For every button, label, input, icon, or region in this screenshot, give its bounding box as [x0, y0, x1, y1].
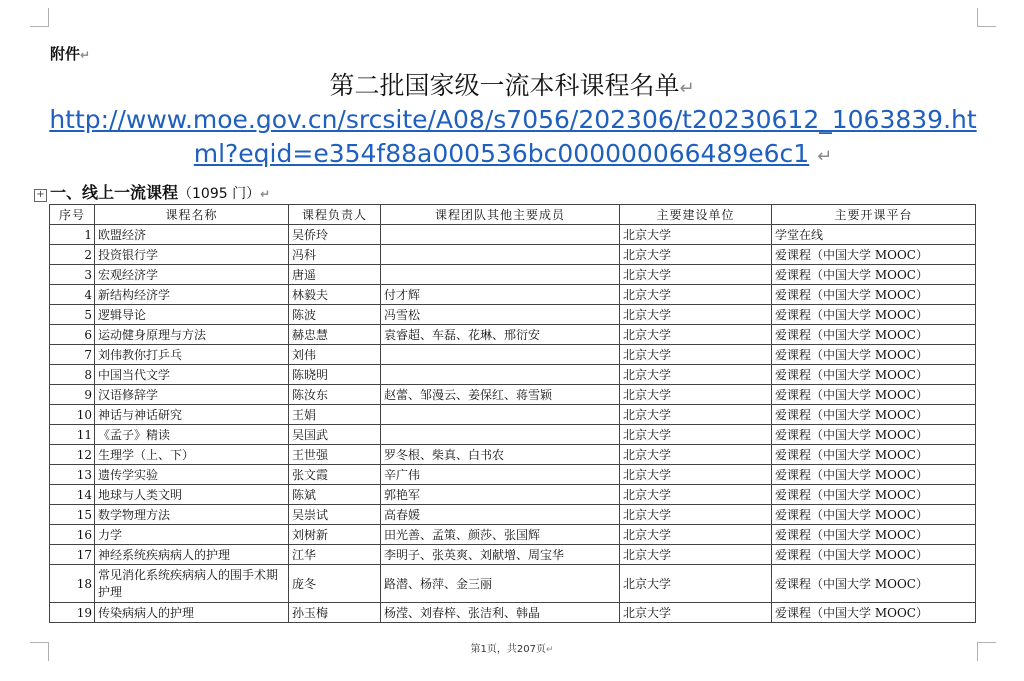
table-row: [50, 385, 976, 405]
cell-team: [381, 405, 620, 425]
table-row: [50, 525, 976, 545]
cell-course: 刘伟教你打乒乓: [95, 345, 289, 365]
cell-course: 力学: [95, 525, 289, 545]
cell-course: 新结构经济学: [95, 285, 289, 305]
cell-team: 田光善、孟策、颜莎、张国辉: [381, 525, 620, 545]
column-header: 课程团队其他主要成员: [381, 205, 620, 225]
cell-team: 郭艳军: [381, 485, 620, 505]
table-row: [50, 485, 976, 505]
cell-lead: 刘伟: [289, 345, 381, 365]
cell-platform: 爱课程（中国大学 MOOC）: [772, 603, 976, 623]
cell-platform: 爱课程（中国大学 MOOC）: [772, 385, 976, 405]
cell-lead: 吴国武: [289, 425, 381, 445]
cell-course: 遗传学实验: [95, 465, 289, 485]
cell-platform: 爱课程（中国大学 MOOC）: [772, 565, 976, 603]
cell-lead: 林毅夫: [289, 285, 381, 305]
cell-no: 13: [50, 465, 95, 485]
cell-no: 19: [50, 603, 95, 623]
cell-unit: 北京大学: [620, 603, 772, 623]
cell-team: 高春媛: [381, 505, 620, 525]
cell-lead: 陈斌: [289, 485, 381, 505]
cell-platform: 爱课程（中国大学 MOOC）: [772, 465, 976, 485]
cell-team: [381, 365, 620, 385]
cell-unit: 北京大学: [620, 305, 772, 325]
cell-no: 16: [50, 525, 95, 545]
cell-team: 罗冬根、柴真、白书农: [381, 445, 620, 465]
cell-unit: 北京大学: [620, 325, 772, 345]
cell-unit: 北京大学: [620, 465, 772, 485]
table-row: [50, 245, 976, 265]
column-header: 序号: [50, 205, 95, 225]
cell-unit: 北京大学: [620, 545, 772, 565]
cell-unit: 北京大学: [620, 245, 772, 265]
table-row: [50, 405, 976, 425]
cell-course: 传染病病人的护理: [95, 603, 289, 623]
cell-team: 李明子、张英爽、刘献增、周宝华: [381, 545, 620, 565]
table-row: [50, 305, 976, 325]
cell-course: 生理学（上、下）: [95, 445, 289, 465]
cell-team: 路潜、杨萍、金三丽: [381, 565, 620, 603]
cell-team: [381, 225, 620, 245]
cell-no: 9: [50, 385, 95, 405]
cell-no: 14: [50, 485, 95, 505]
cell-lead: 王世强: [289, 445, 381, 465]
cell-no: 4: [50, 285, 95, 305]
cell-lead: 冯科: [289, 245, 381, 265]
cell-course: 宏观经济学: [95, 265, 289, 285]
cell-unit: 北京大学: [620, 265, 772, 285]
cell-unit: 北京大学: [620, 285, 772, 305]
cell-lead: 孙玉梅: [289, 603, 381, 623]
cell-platform: 爱课程（中国大学 MOOC）: [772, 265, 976, 285]
cell-no: 18: [50, 565, 95, 603]
cell-team: 赵蕾、邹漫云、姜保红、蒋雪颖: [381, 385, 620, 405]
cell-course: 神话与神话研究: [95, 405, 289, 425]
cell-platform: 学堂在线: [772, 225, 976, 245]
cell-team: 杨滢、刘春梓、张洁利、韩晶: [381, 603, 620, 623]
cell-lead: 唐遥: [289, 265, 381, 285]
cell-team: 付才辉: [381, 285, 620, 305]
cell-lead: 吴崇试: [289, 505, 381, 525]
cell-no: 2: [50, 245, 95, 265]
cell-lead: 陈波: [289, 305, 381, 325]
section-heading: 一、线上一流课程（1095 门）↵: [50, 183, 271, 202]
cell-no: 7: [50, 345, 95, 365]
cell-platform: 爱课程（中国大学 MOOC）: [772, 285, 976, 305]
table-move-handle-icon[interactable]: +: [34, 189, 47, 202]
cell-course: 投资银行学: [95, 245, 289, 265]
cell-no: 3: [50, 265, 95, 285]
cell-platform: 爱课程（中国大学 MOOC）: [772, 545, 976, 565]
table-row: [50, 505, 976, 525]
cell-no: 6: [50, 325, 95, 345]
cell-platform: 爱课程（中国大学 MOOC）: [772, 505, 976, 525]
cell-unit: 北京大学: [620, 485, 772, 505]
cell-platform: 爱课程（中国大学 MOOC）: [772, 445, 976, 465]
cell-platform: 爱课程（中国大学 MOOC）: [772, 305, 976, 325]
cell-team: [381, 425, 620, 445]
source-url: http://www.moe.gov.cn/srcsite/A08/s7056/202306/t20230612_1063839.html?eqid=e354f88a000536bc000000066489e6c1 ↵: [49, 105, 977, 168]
document-title: 第二批国家级一流本科课程名单↵: [329, 71, 695, 100]
table-row: [50, 365, 976, 385]
table-row: [50, 565, 976, 603]
table-row: [50, 465, 976, 485]
cell-lead: 张文霞: [289, 465, 381, 485]
cell-course: 运动健身原理与方法: [95, 325, 289, 345]
section-count: （1095 门）: [178, 186, 261, 202]
cell-no: 8: [50, 365, 95, 385]
cell-team: [381, 345, 620, 365]
cell-course: 中国当代文学: [95, 365, 289, 385]
cell-platform: 爱课程（中国大学 MOOC）: [772, 425, 976, 445]
cell-no: 15: [50, 505, 95, 525]
table-row: [50, 265, 976, 285]
cell-unit: 北京大学: [620, 365, 772, 385]
table-row: [50, 325, 976, 345]
cell-no: 10: [50, 405, 95, 425]
cell-platform: 爱课程（中国大学 MOOC）: [772, 405, 976, 425]
cell-unit: 北京大学: [620, 225, 772, 245]
cell-course: 常见消化系统疾病病人的围手术期护理: [95, 565, 289, 603]
table-header-row: [50, 205, 976, 225]
cell-unit: 北京大学: [620, 505, 772, 525]
table-row: [50, 225, 976, 245]
cell-lead: 庞冬: [289, 565, 381, 603]
cell-platform: 爱课程（中国大学 MOOC）: [772, 485, 976, 505]
cell-platform: 爱课程（中国大学 MOOC）: [772, 345, 976, 365]
cell-lead: 江华: [289, 545, 381, 565]
cell-platform: 爱课程（中国大学 MOOC）: [772, 365, 976, 385]
cell-course: 数学物理方法: [95, 505, 289, 525]
cell-no: 12: [50, 445, 95, 465]
cell-team: 袁睿超、车磊、花琳、邢衍安: [381, 325, 620, 345]
cell-no: 11: [50, 425, 95, 445]
cell-platform: 爱课程（中国大学 MOOC）: [772, 525, 976, 545]
page-corner-top-left: [30, 8, 49, 27]
table-row: [50, 445, 976, 465]
cell-unit: 北京大学: [620, 525, 772, 545]
table-row: [50, 425, 976, 445]
cell-course: 欧盟经济: [95, 225, 289, 245]
cell-unit: 北京大学: [620, 565, 772, 603]
column-header: 课程负责人: [289, 205, 381, 225]
cell-no: 17: [50, 545, 95, 565]
cell-team: [381, 245, 620, 265]
cell-lead: 刘树新: [289, 525, 381, 545]
cell-platform: 爱课程（中国大学 MOOC）: [772, 245, 976, 265]
cell-course: 神经系统疾病病人的护理: [95, 545, 289, 565]
cell-lead: 王娟: [289, 405, 381, 425]
page-corner-top-right: [977, 8, 996, 27]
cell-no: 1: [50, 225, 95, 245]
cell-course: 地球与人类文明: [95, 485, 289, 505]
cell-lead: 陈晓明: [289, 365, 381, 385]
cell-unit: 北京大学: [620, 445, 772, 465]
cell-lead: 吴侨玲: [289, 225, 381, 245]
cell-unit: 北京大学: [620, 405, 772, 425]
table-row: [50, 603, 976, 623]
column-header: 主要建设单位: [620, 205, 772, 225]
cell-course: 逻辑导论: [95, 305, 289, 325]
cell-team: 冯雪松: [381, 305, 620, 325]
cell-platform: 爱课程（中国大学 MOOC）: [772, 325, 976, 345]
cell-course: 汉语修辞学: [95, 385, 289, 405]
page-number-footer: 第1页，共207页↵: [470, 644, 554, 655]
cell-lead: 赫忠慧: [289, 325, 381, 345]
source-link[interactable]: http://www.moe.gov.cn/srcsite/A08/s7056/202306/t20230612_1063839.html?eqid=e354f88a000536bc000000066489e6c1: [49, 105, 977, 168]
cell-team: [381, 265, 620, 285]
cell-unit: 北京大学: [620, 425, 772, 445]
table-row: [50, 285, 976, 305]
cell-course: 《孟子》精读: [95, 425, 289, 445]
cell-no: 5: [50, 305, 95, 325]
attachment-label: 附件↵: [50, 45, 91, 63]
cell-lead: 陈汝东: [289, 385, 381, 405]
course-table: [49, 204, 976, 623]
column-header: 主要开课平台: [772, 205, 976, 225]
cell-unit: 北京大学: [620, 345, 772, 365]
table-row: [50, 345, 976, 365]
cell-unit: 北京大学: [620, 385, 772, 405]
table-row: [50, 545, 976, 565]
column-header: 课程名称: [95, 205, 289, 225]
cell-team: 辛广伟: [381, 465, 620, 485]
